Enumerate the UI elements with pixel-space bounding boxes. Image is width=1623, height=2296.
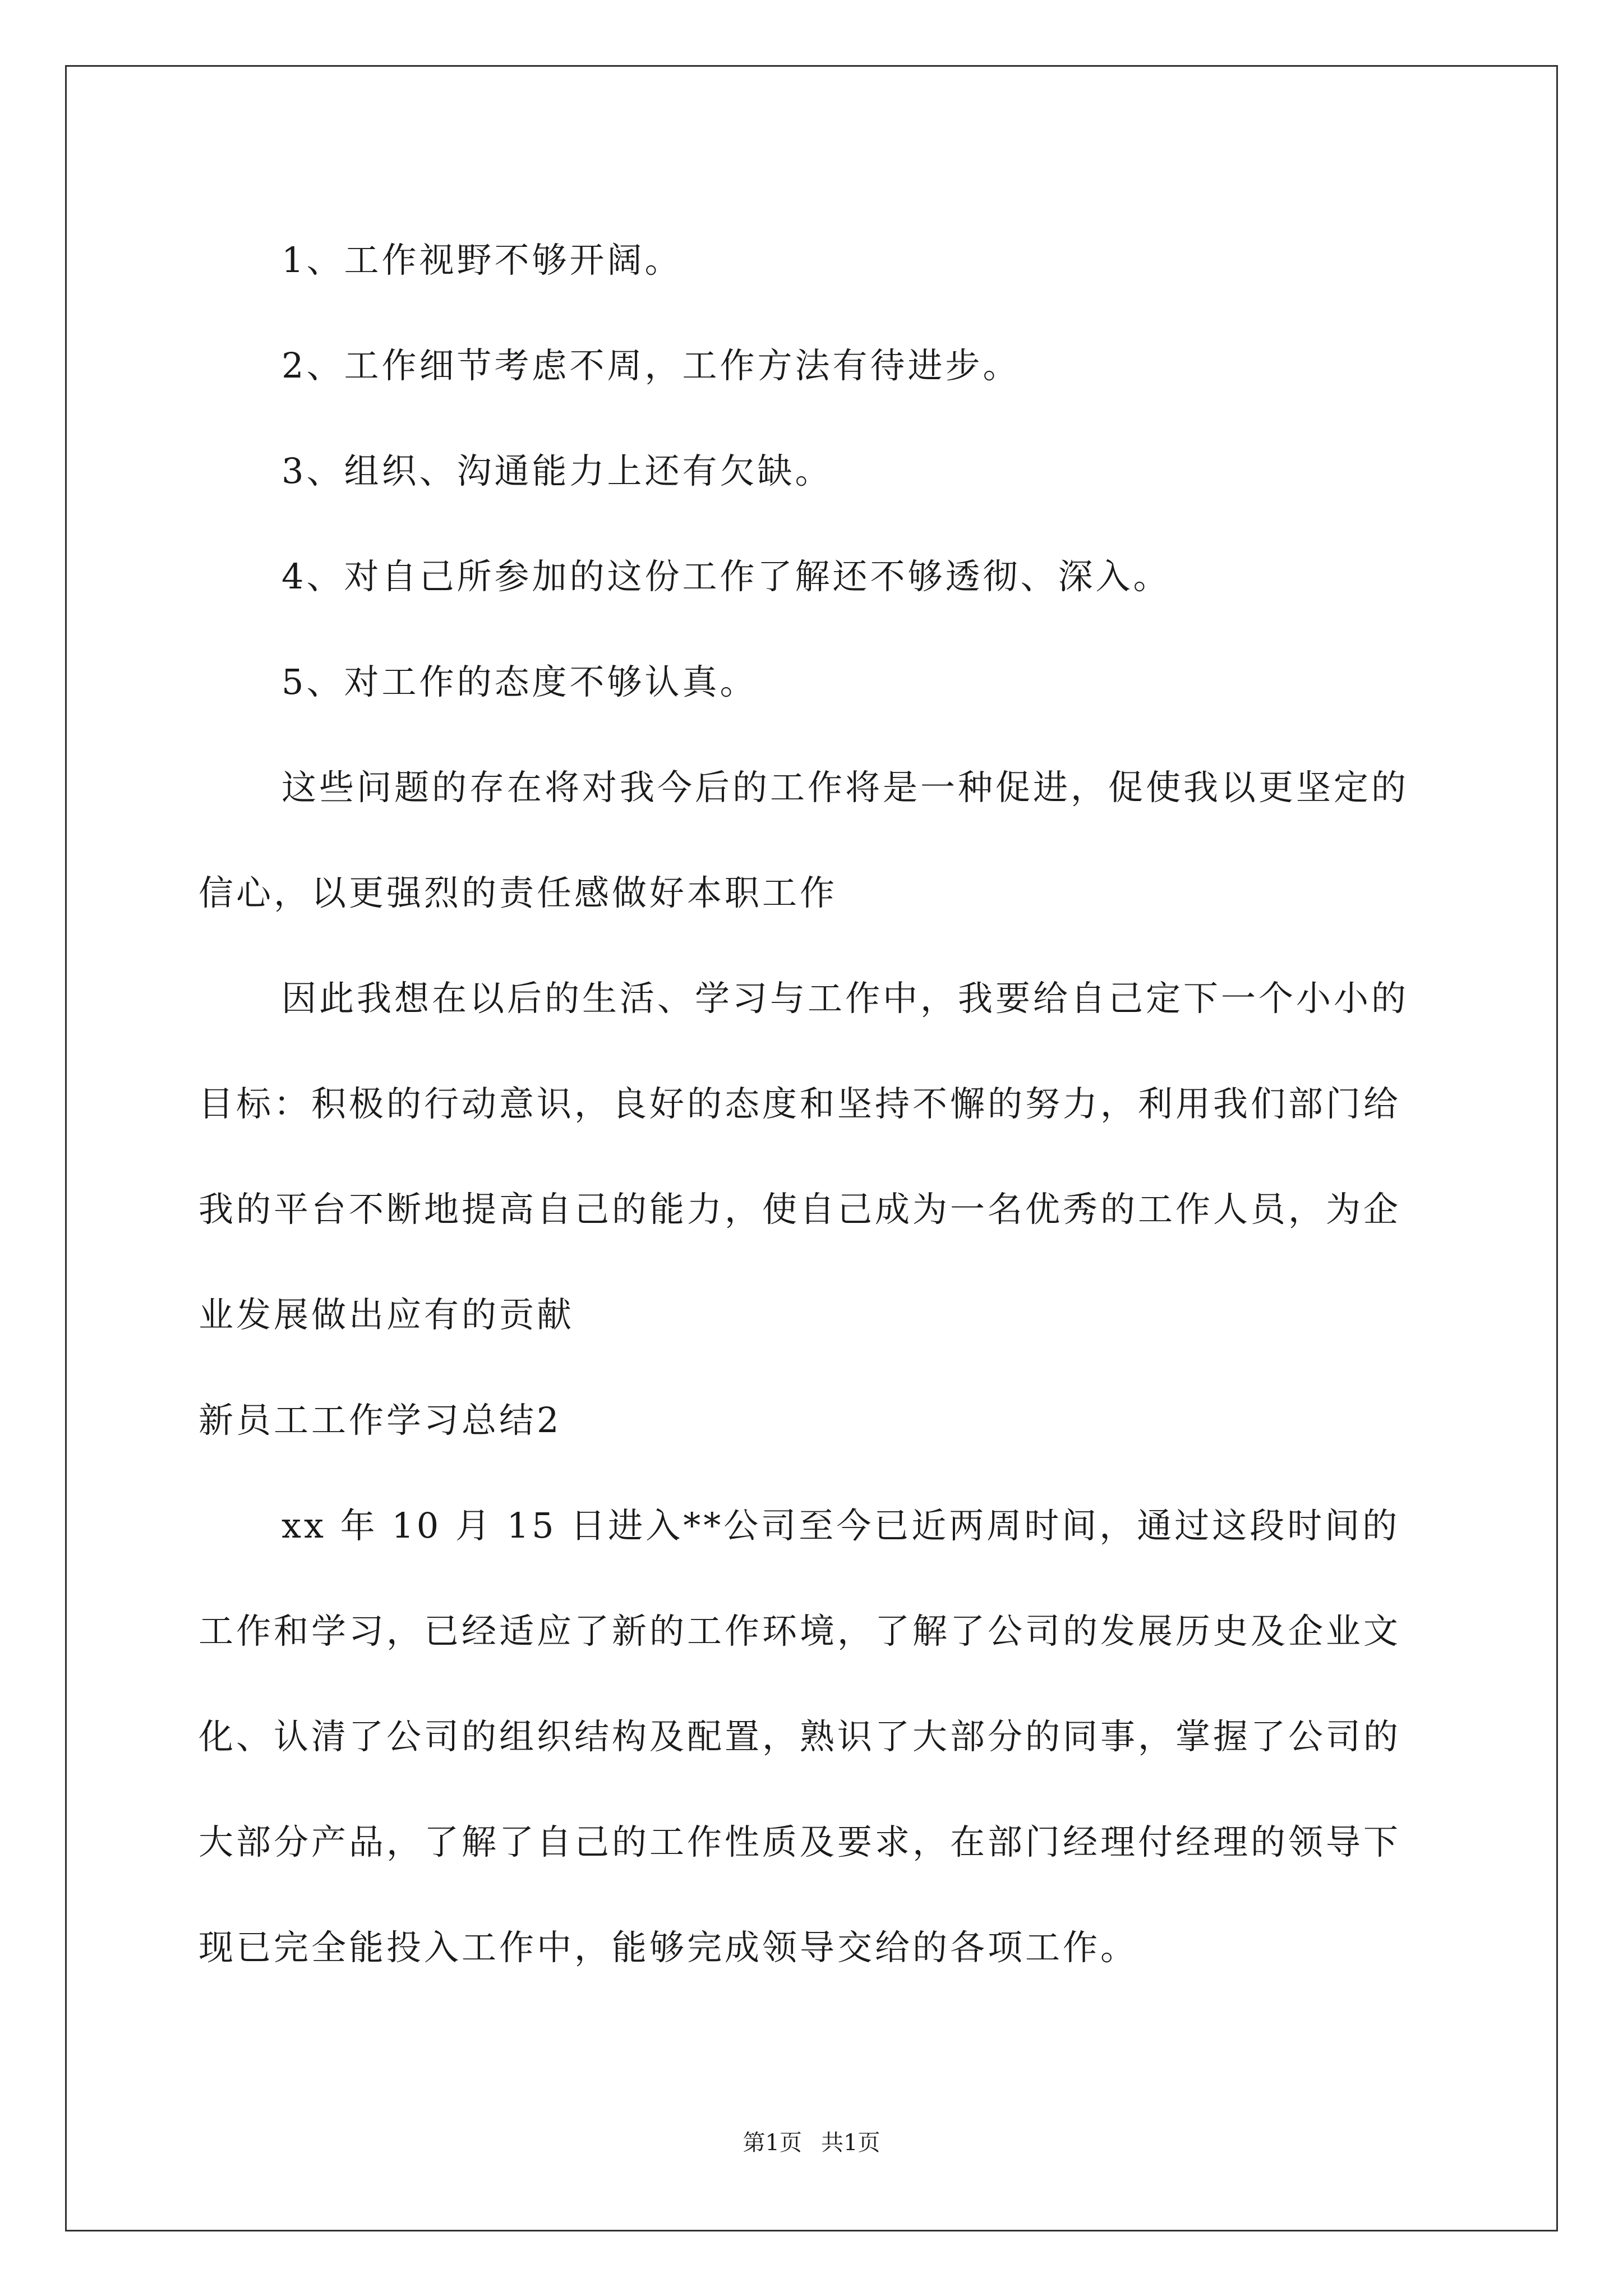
paragraph-goals: 因此我想在以后的生活、学习与工作中，我要给自己定下一个小小的目标：积极的行动意识，良好的态度和坚持不懈的努力，利用我们部门给我的平台不断地提高自己的能力，使自己成为一名优秀的工作人员，为企业发展做出应有的贡献 [199, 978, 1409, 1335]
paragraph-problems: 这些问题的存在将对我今后的工作将是一种促进，促使我以更坚定的信心，以更强烈的责任感做好本职工作 [199, 767, 1409, 913]
list-item-5: 5、对工作的态度不够认真。 [282, 661, 758, 702]
page-footer [0, 2125, 1623, 2157]
page-number: 第1页 [743, 2130, 802, 2156]
list-item-3: 3、组织、沟通能力上还有欠缺。 [282, 450, 833, 491]
paragraph-summary: xx 年 10 月 15 日进入**公司至今已近两周时间，通过这段时间的工作和学习，已经适应了新的工作环境，了解了公司的发展历史及企业文化、认清了公司的组织结构及配置，熟识了大部分的同事，掌握了公司的大部分产品，了解了自己的工作性质及要求，在部门经理付经理的领导下现已完全能投入工作中，能够完成领导交给的各项工作。 [199, 1505, 1401, 1968]
list-item-4: 4、对自己所参加的这份工作了解还不够透彻、深入。 [282, 556, 1171, 597]
section-heading: 新员工工作学习总结2 [199, 1400, 562, 1441]
page-total: 共1页 [821, 2130, 880, 2156]
document-body [199, 208, 1421, 2000]
list-item-1: 1、工作视野不够开阔。 [282, 240, 683, 280]
list-item-2: 2、工作细节考虑不周，工作方法有待进步。 [282, 345, 1021, 386]
